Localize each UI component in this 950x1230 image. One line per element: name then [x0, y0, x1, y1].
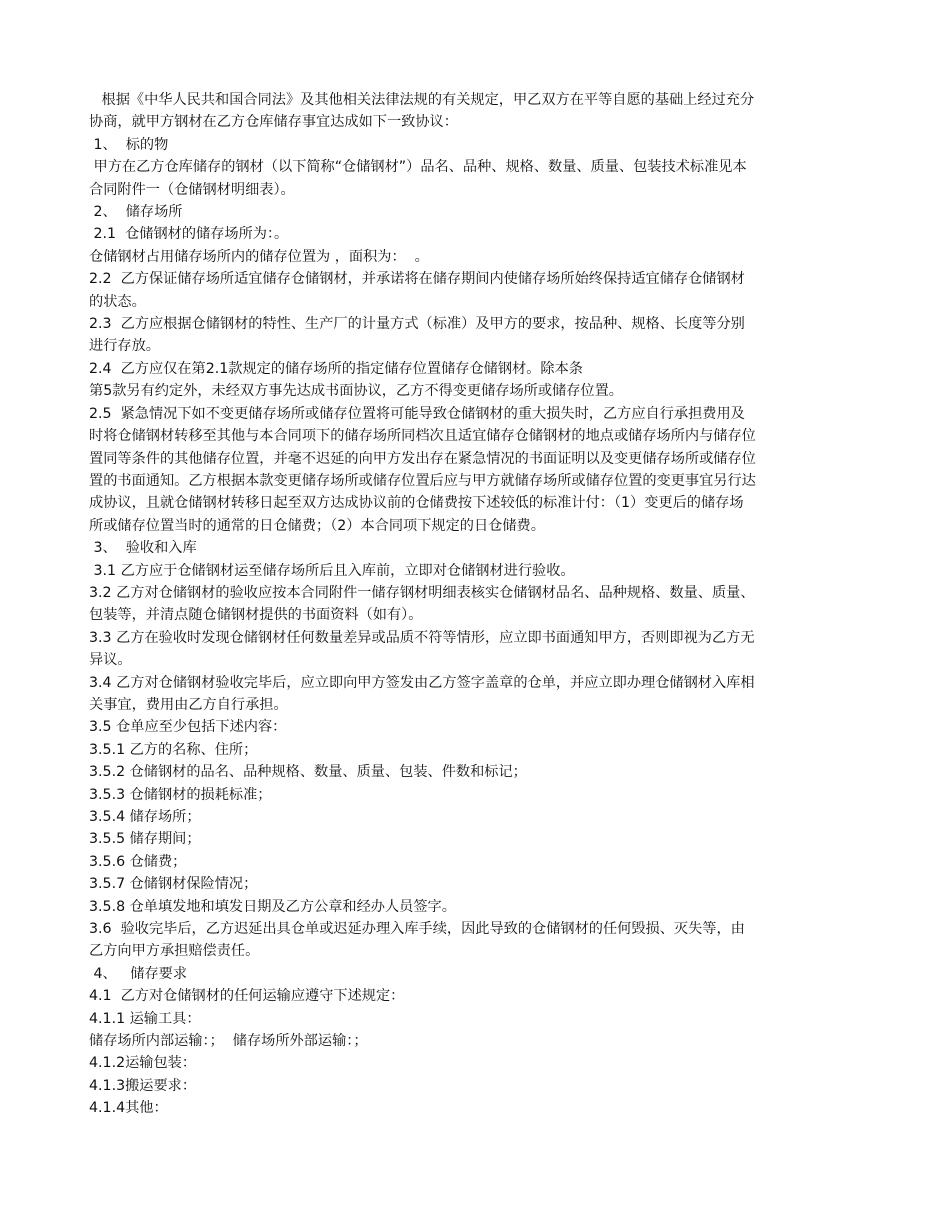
document-line: 根据《中华人民共和国合同法》及其他相关法律法规的有关规定，甲乙双方在平等自愿的基础上经过充分	[97, 92, 755, 108]
document-line: 乙方向甲方承担赔偿责任。	[89, 943, 260, 960]
document-line: 3.5.2 仓储钢材的品名、品种规格、数量、质量、包装、件数和标记；	[89, 764, 527, 781]
document-line: 4.1.1 运输工具：	[89, 1010, 201, 1027]
document-line: 成协议，且就仓储钢材转移日起至双方达成协议前的仓储费按下述较低的标准计付：（1）变更后的储存场	[89, 495, 744, 512]
document-line: 3、 验收和入库	[89, 540, 197, 557]
document-line: 4.1.2运输包装：	[89, 1055, 197, 1072]
document-line: 4.1 乙方对仓储钢材的任何运输应遵守下述规定：	[89, 988, 405, 1005]
document-line: 进行存放。	[89, 338, 160, 355]
document-line: 异议。	[89, 652, 132, 669]
document-line: 包装等，并清点随仓储钢材提供的书面资料（如有）。	[89, 607, 423, 624]
document-line: 关事宜，费用由乙方自行承担。	[89, 696, 288, 713]
document-line: 2.3 乙方应根据仓储钢材的特性、生产厂的计量方式（标准）及甲方的要求，按品种、规格、长度等分别	[89, 316, 745, 333]
document-line: 3.5 仓单应至少包括下述内容：	[89, 719, 287, 736]
document-line: 3.5.4 储存场所；	[89, 809, 201, 825]
contract-document	[89, 89, 865, 1120]
document-line: 合同附件一（仓储钢材明细表）。	[89, 181, 295, 198]
document-line: 的状态。	[89, 293, 146, 310]
document-line: 3.3 乙方在验收时发现仓储钢材任何数量差异或品质不符等情形，应立即书面通知甲方，否则即视为乙方无	[89, 629, 755, 646]
document-line: 储存场所内部运输：； 储存场所外部运输：；	[89, 1033, 368, 1050]
document-line: 3.5.1 乙方的名称、住所；	[89, 741, 258, 758]
document-line: 3.5.5 储存期间；	[89, 831, 201, 848]
document-line: 2、 储存场所	[89, 204, 183, 221]
document-line: 3.6 验收完毕后，乙方迟延出具仓单或迟延办理入库手续，因此导致的仓储钢材的任何毁损、灭失等，由	[89, 921, 745, 938]
document-line: 2.4 乙方应仅在第2.1款规定的储存场所的指定储存位置储存仓储钢材。除本条	[89, 360, 583, 377]
document-line: 4.1.4其他：	[89, 1100, 168, 1117]
document-line: 3.2 乙方对仓储钢材的验收应按本合同附件一储存钢材明细表核实仓储钢材品名、品种规格、数量、质量、	[89, 584, 755, 601]
document-line: 4.1.3搬运要求：	[89, 1077, 197, 1094]
document-line: 4、 储存要求	[89, 965, 188, 982]
document-line: 3.5.7 仓储钢材保险情况；	[89, 876, 258, 893]
document-line: 3.4 乙方对仓储钢材验收完毕后，应立即向甲方签发由乙方签字盖章的仓单，并应立即办理仓储钢材入库相	[89, 674, 755, 691]
document-line: 3.5.3 仓储钢材的损耗标准；	[89, 786, 272, 803]
document-line: 甲方在乙方仓库储存的钢材（以下简称“仓储钢材”）品名、品种、规格、数量、质量、包装技术标准见本	[89, 159, 747, 176]
document-line: 协商，就甲方钢材在乙方仓库储存事宜达成如下一致协议：	[89, 114, 458, 131]
document-line: 2.1 仓储钢材的储存场所为：。	[89, 226, 289, 243]
document-line: 1、 标的物	[89, 136, 169, 153]
document-line: 置同等条件的其他储存位置，并毫不迟延的向甲方发出存在紧急情况的书面证明以及变更储存场所或储存位	[89, 450, 756, 467]
document-line: 2.2 乙方保证储存场所适宜储存仓储钢材，并承诺将在储存期间内使储存场所始终保持适宜储存仓储钢材	[89, 271, 745, 288]
document-line: 3.1 乙方应于仓储钢材运至储存场所后且入库前，立即对仓储钢材进行验收。	[89, 562, 575, 579]
document-line: 所或储存位置当时的通常的日仓储费；（2）本合同项下规定的日仓储费。	[89, 517, 545, 534]
document-line: 2.5 紧急情况下如不变更储存场所或储存位置将可能导致仓储钢材的重大损失时，乙方应自行承担费用及	[89, 405, 745, 422]
document-line: 3.5.6 仓储费；	[89, 853, 187, 870]
document-line: 置的书面通知。乙方根据本款变更储存场所或储存位置后应与甲方就储存场所或储存位置的变更事宜另行达	[89, 472, 756, 489]
document-line: 第5款另有约定外，未经双方事先达成书面协议，乙方不得变更储存场所或储存位置。	[89, 383, 623, 400]
document-line: 3.5.8 仓单填发地和填发日期及乙方公章和经办人员签字。	[89, 898, 456, 915]
document-line: 仓储钢材占用储存场所内的储存位置为 ，面积为： 。	[89, 248, 429, 265]
document-line: 时将仓储钢材转移至其他与本合同项下的储存场所同档次且适宜储存仓储钢材的地点或储存场所内与储存位	[89, 428, 756, 445]
